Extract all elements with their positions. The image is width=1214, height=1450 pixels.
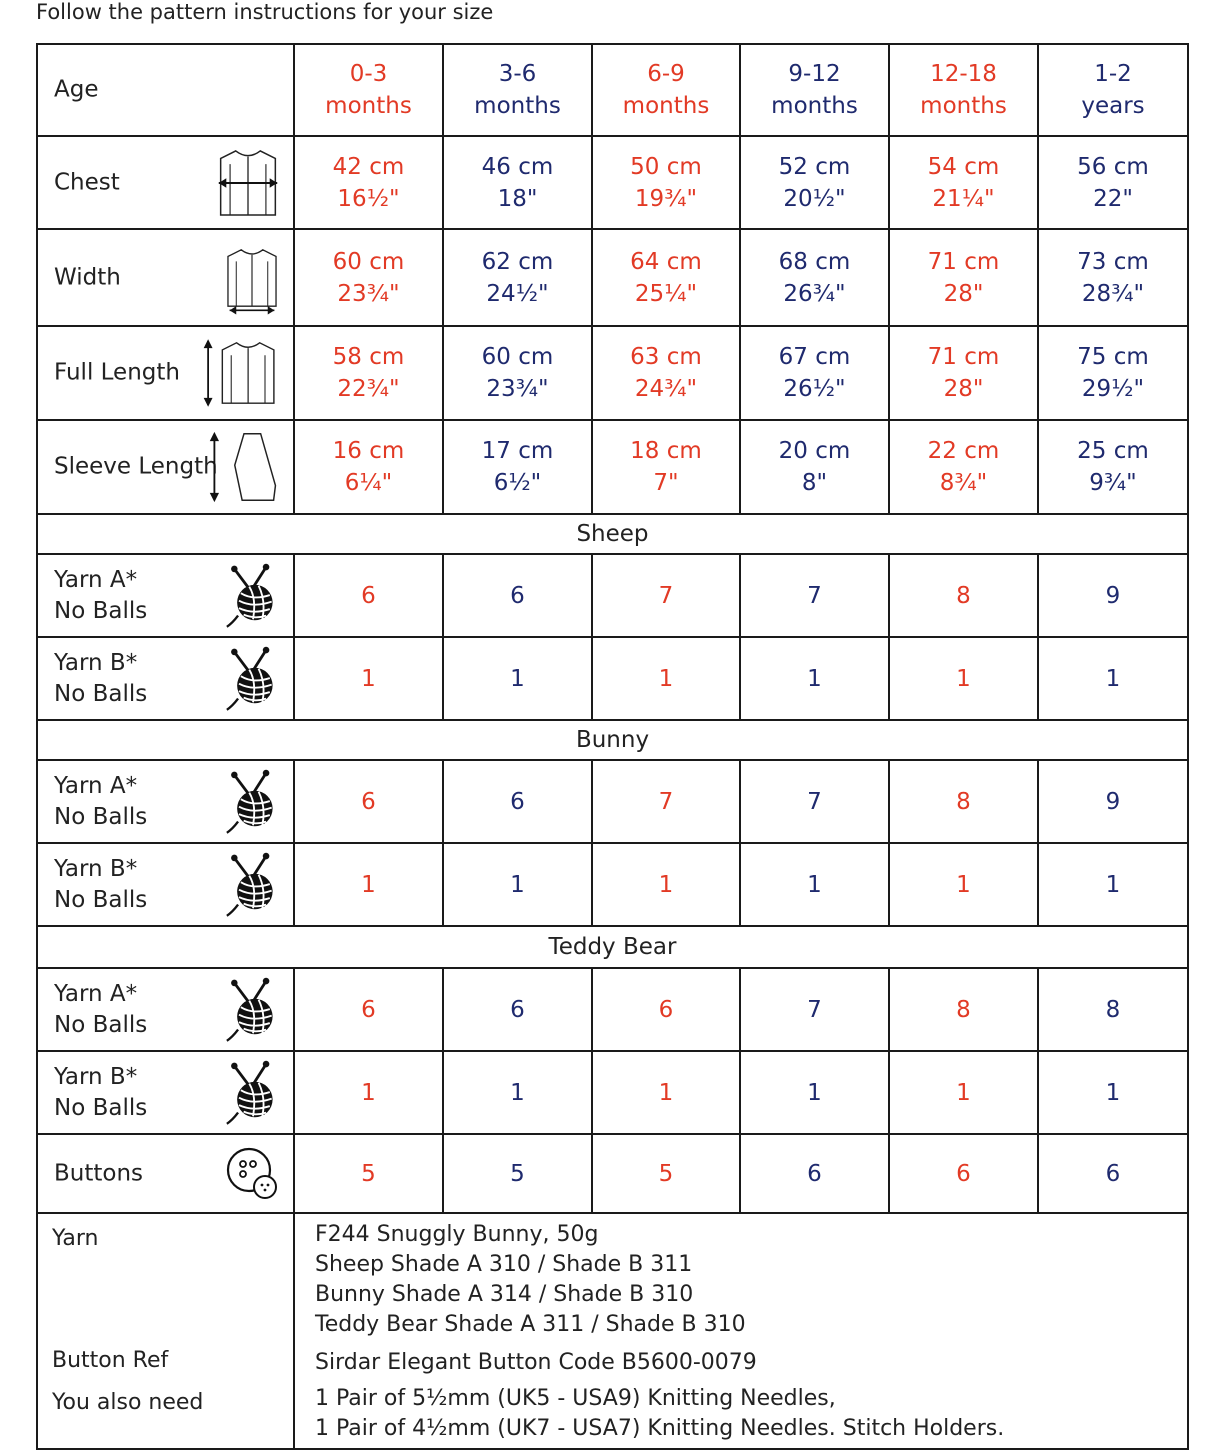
- balls-cell: 1: [1038, 843, 1188, 926]
- chest-cell: [740, 136, 889, 229]
- yarn-ball-icon: [225, 977, 281, 1043]
- button-ref-text: Sirdar Elegant Button Code B5600-0079: [315, 1350, 757, 1375]
- value-in: 20½": [783, 185, 846, 212]
- buttons-cell: 5: [592, 1134, 740, 1213]
- age-unit: months: [771, 93, 858, 119]
- value-cm: 71 cm: [927, 248, 1000, 275]
- chest-cell: [889, 136, 1038, 229]
- no-balls-label: No Balls: [54, 803, 148, 830]
- balls-cell: 1: [889, 1051, 1038, 1134]
- you-also-need-label: You also need: [52, 1390, 204, 1415]
- chest-cell: [592, 136, 740, 229]
- yarn-line: Teddy Bear Shade A 311 / Shade B 310: [315, 1312, 746, 1337]
- value-in: 6½": [493, 470, 542, 496]
- age-cell: [740, 44, 889, 136]
- age-row: [37, 44, 1188, 136]
- yarn-ball-icon: [225, 852, 281, 918]
- age-range: 12-18: [930, 61, 997, 87]
- section-header-row: [37, 720, 1188, 760]
- full-length-cell: [443, 326, 592, 420]
- sleeve-length-label-cell: [37, 420, 294, 514]
- yarn-b-row: [37, 637, 1188, 720]
- yarn-b-label: Yarn B*: [54, 1063, 138, 1090]
- full-length-label-cell: [37, 326, 294, 420]
- value-cm: 50 cm: [630, 153, 702, 180]
- value-in: 28": [943, 376, 984, 402]
- balls-cell: 1: [1038, 1051, 1188, 1134]
- sleeve-length-cell: [740, 420, 889, 514]
- age-cell: [889, 44, 1038, 136]
- value-cm: 17 cm: [481, 438, 554, 464]
- value-cm: 60 cm: [332, 248, 405, 275]
- chest-label-cell: [37, 136, 294, 229]
- age-range: 0-3: [349, 61, 388, 87]
- yarn-b-label: Yarn B*: [54, 855, 138, 882]
- yarn-line: F244 Snuggly Bunny, 50g: [315, 1222, 599, 1247]
- width-row: [37, 229, 1188, 326]
- value-cm: 62 cm: [481, 248, 554, 275]
- balls-cell: 9: [1038, 760, 1188, 843]
- value-in: 28": [943, 280, 984, 307]
- balls-cell: 7: [740, 760, 889, 843]
- value-cm: 67 cm: [778, 344, 851, 370]
- buttons-cell: 6: [889, 1134, 1038, 1213]
- chest-label: Chest: [54, 169, 120, 195]
- value-cm: 71 cm: [927, 344, 1000, 370]
- yarn-line: Bunny Shade A 314 / Shade B 310: [315, 1282, 694, 1307]
- value-in: 6¼": [344, 470, 393, 496]
- yarn-b-label: Yarn B*: [54, 649, 138, 676]
- full-length-cell: [592, 326, 740, 420]
- age-unit: months: [325, 93, 412, 119]
- value-cm: 25 cm: [1077, 438, 1149, 464]
- value-in: 23¾": [337, 280, 400, 307]
- value-in: 22": [1093, 185, 1133, 212]
- full-length-cell: [740, 326, 889, 420]
- value-cm: 58 cm: [332, 344, 405, 370]
- value-in: 28¾": [1081, 280, 1145, 307]
- yarn-a-label: Yarn A*: [54, 566, 138, 593]
- value-in: 18": [497, 185, 538, 212]
- full-length-cell: [294, 326, 443, 420]
- value-in: 25¼": [634, 280, 698, 307]
- balls-cell: 6: [294, 760, 443, 843]
- width-label-cell: [37, 229, 294, 326]
- yarn-b-row: [37, 1051, 1188, 1134]
- balls-cell: 1: [294, 1051, 443, 1134]
- no-balls-label: No Balls: [54, 1011, 148, 1038]
- width-label: Width: [54, 264, 121, 290]
- needs-line: 1 Pair of 4½mm (UK7 - USA7) Knitting Needles. Stitch Holders.: [315, 1416, 1005, 1441]
- sleeve-length-icon: [207, 430, 281, 504]
- balls-cell: 6: [294, 554, 443, 637]
- balls-cell: 1: [592, 1051, 740, 1134]
- yarn-label: Yarn: [52, 1226, 99, 1251]
- balls-cell: 8: [889, 968, 1038, 1051]
- balls-cell: 1: [592, 843, 740, 926]
- balls-cell: 7: [592, 554, 740, 637]
- age-unit: months: [622, 93, 710, 119]
- value-cm: 60 cm: [481, 344, 554, 370]
- yarn-line: Sheep Shade A 310 / Shade B 311: [315, 1252, 693, 1277]
- yarn-a-label: Yarn A*: [54, 772, 138, 799]
- info-row: [37, 1213, 1188, 1449]
- full-length-row: [37, 326, 1188, 420]
- buttons-cell: 6: [1038, 1134, 1188, 1213]
- yarn-ball-icon: [225, 646, 281, 712]
- balls-cell: 8: [1038, 968, 1188, 1051]
- value-cm: 18 cm: [630, 438, 702, 464]
- width-cell: [1038, 229, 1188, 326]
- section-title: Teddy Bear: [37, 926, 1188, 968]
- buttons-label: Buttons: [54, 1160, 144, 1186]
- section-header-row: [37, 514, 1188, 554]
- balls-cell: 9: [1038, 554, 1188, 637]
- value-cm: 68 cm: [778, 248, 851, 275]
- age-cell: [592, 44, 740, 136]
- balls-cell: 1: [1038, 637, 1188, 720]
- balls-cell: 6: [443, 554, 592, 637]
- full-length-label: Full Length: [54, 359, 180, 386]
- age-label: Age: [54, 76, 99, 103]
- sleeve-length-cell: [443, 420, 592, 514]
- balls-cell: 7: [740, 554, 889, 637]
- buttons-cell: 5: [443, 1134, 592, 1213]
- value-in: 26¾": [783, 280, 846, 307]
- yarn-a-row: [37, 968, 1188, 1051]
- age-range: 6-9: [647, 61, 685, 87]
- balls-cell: 1: [740, 1051, 889, 1134]
- width-icon: [223, 238, 281, 318]
- value-in: 22¾": [337, 376, 400, 402]
- sleeve-length-cell: [1038, 420, 1188, 514]
- sleeve-length-label: Sleeve Length: [54, 453, 218, 480]
- width-cell: [443, 229, 592, 326]
- age-range: 1-2: [1094, 61, 1132, 87]
- sleeve-length-cell: [592, 420, 740, 514]
- value-cm: 54 cm: [927, 153, 1000, 180]
- balls-cell: 1: [443, 1051, 592, 1134]
- yarn-b-row: [37, 843, 1188, 926]
- yarn-ball-icon: [225, 1060, 281, 1126]
- chest-cell: [294, 136, 443, 229]
- chest-icon: [215, 144, 281, 222]
- balls-cell: 1: [443, 637, 592, 720]
- no-balls-label: No Balls: [54, 597, 148, 624]
- yarn-a-row: [37, 760, 1188, 843]
- section-title: Sheep: [37, 514, 1188, 554]
- sleeve-length-cell: [294, 420, 443, 514]
- width-cell: [889, 229, 1038, 326]
- age-label-cell: [37, 44, 294, 136]
- balls-cell: 1: [443, 843, 592, 926]
- yarn-a-row: [37, 554, 1188, 637]
- age-cell: [1038, 44, 1188, 136]
- no-balls-label: No Balls: [54, 886, 148, 913]
- balls-cell: 1: [740, 843, 889, 926]
- value-cm: 16 cm: [332, 438, 405, 464]
- value-cm: 20 cm: [778, 438, 851, 464]
- balls-cell: 1: [294, 637, 443, 720]
- value-in: 24¾": [634, 376, 698, 402]
- age-cell: [443, 44, 592, 136]
- balls-cell: 7: [592, 760, 740, 843]
- value-in: 21¼": [932, 185, 995, 212]
- yarn-a-label-cell: [37, 968, 294, 1051]
- buttons-cell: 5: [294, 1134, 443, 1213]
- value-cm: 22 cm: [927, 438, 1000, 464]
- yarn-ball-icon: [225, 563, 281, 629]
- balls-cell: 7: [740, 968, 889, 1051]
- sleeve-length-cell: [889, 420, 1038, 514]
- age-unit: months: [920, 93, 1007, 119]
- balls-cell: 6: [294, 968, 443, 1051]
- yarn-a-label: Yarn A*: [54, 980, 138, 1007]
- sleeve-length-row: [37, 420, 1188, 514]
- value-cm: 63 cm: [630, 344, 702, 370]
- full-length-cell: [889, 326, 1038, 420]
- chest-row: [37, 136, 1188, 229]
- value-in: 9¾": [1089, 470, 1137, 496]
- chest-cell: [1038, 136, 1188, 229]
- value-in: 8": [801, 470, 828, 496]
- value-in: 23¾": [486, 376, 549, 402]
- age-unit: months: [474, 93, 561, 119]
- info-labels-cell: [37, 1213, 294, 1449]
- value-cm: 52 cm: [778, 153, 851, 180]
- value-in: 29½": [1081, 376, 1145, 402]
- value-in: 26½": [783, 376, 846, 402]
- needs-line: 1 Pair of 5½mm (UK5 - USA9) Knitting Needles,: [315, 1386, 836, 1411]
- no-balls-label: No Balls: [54, 1094, 148, 1121]
- buttons-cell: 6: [740, 1134, 889, 1213]
- intro-text: Follow the pattern instructions for your size: [36, 0, 494, 24]
- chest-cell: [443, 136, 592, 229]
- yarn-b-label-cell: [37, 1051, 294, 1134]
- balls-cell: 1: [889, 637, 1038, 720]
- value-cm: 75 cm: [1077, 344, 1149, 370]
- yarn-a-label-cell: [37, 554, 294, 637]
- age-range: 9-12: [788, 61, 841, 87]
- balls-cell: 6: [592, 968, 740, 1051]
- no-balls-label: No Balls: [54, 680, 148, 707]
- button-icon: [225, 1146, 281, 1202]
- yarn-ball-icon: [225, 769, 281, 835]
- age-cell: [294, 44, 443, 136]
- section-header-row: [37, 926, 1188, 968]
- value-in: 7": [653, 470, 679, 496]
- width-cell: [740, 229, 889, 326]
- balls-cell: 1: [592, 637, 740, 720]
- balls-cell: 1: [740, 637, 889, 720]
- balls-cell: 1: [294, 843, 443, 926]
- value-cm: 73 cm: [1077, 248, 1149, 275]
- balls-cell: 8: [889, 554, 1038, 637]
- balls-cell: 1: [889, 843, 1038, 926]
- width-cell: [294, 229, 443, 326]
- value-in: 16½": [337, 185, 400, 212]
- age-unit: years: [1081, 93, 1145, 119]
- size-chart-table: [36, 43, 1189, 1450]
- yarn-b-label-cell: [37, 637, 294, 720]
- value-in: 24½": [486, 280, 549, 307]
- value-in: 19¾": [634, 185, 698, 212]
- yarn-a-label-cell: [37, 760, 294, 843]
- full-length-cell: [1038, 326, 1188, 420]
- full-length-icon: [201, 333, 281, 413]
- width-cell: [592, 229, 740, 326]
- buttons-row: [37, 1134, 1188, 1213]
- balls-cell: 8: [889, 760, 1038, 843]
- value-cm: 42 cm: [332, 153, 405, 180]
- value-cm: 46 cm: [481, 153, 554, 180]
- info-text-cell: [294, 1213, 1188, 1449]
- button-ref-label: Button Ref: [52, 1348, 169, 1373]
- value-cm: 64 cm: [630, 248, 702, 275]
- balls-cell: 6: [443, 760, 592, 843]
- value-cm: 56 cm: [1077, 153, 1149, 180]
- yarn-b-label-cell: [37, 843, 294, 926]
- value-in: 8¾": [939, 470, 988, 496]
- age-range: 3-6: [498, 61, 537, 87]
- section-title: Bunny: [37, 720, 1188, 760]
- balls-cell: 6: [443, 968, 592, 1051]
- buttons-label-cell: [37, 1134, 294, 1213]
